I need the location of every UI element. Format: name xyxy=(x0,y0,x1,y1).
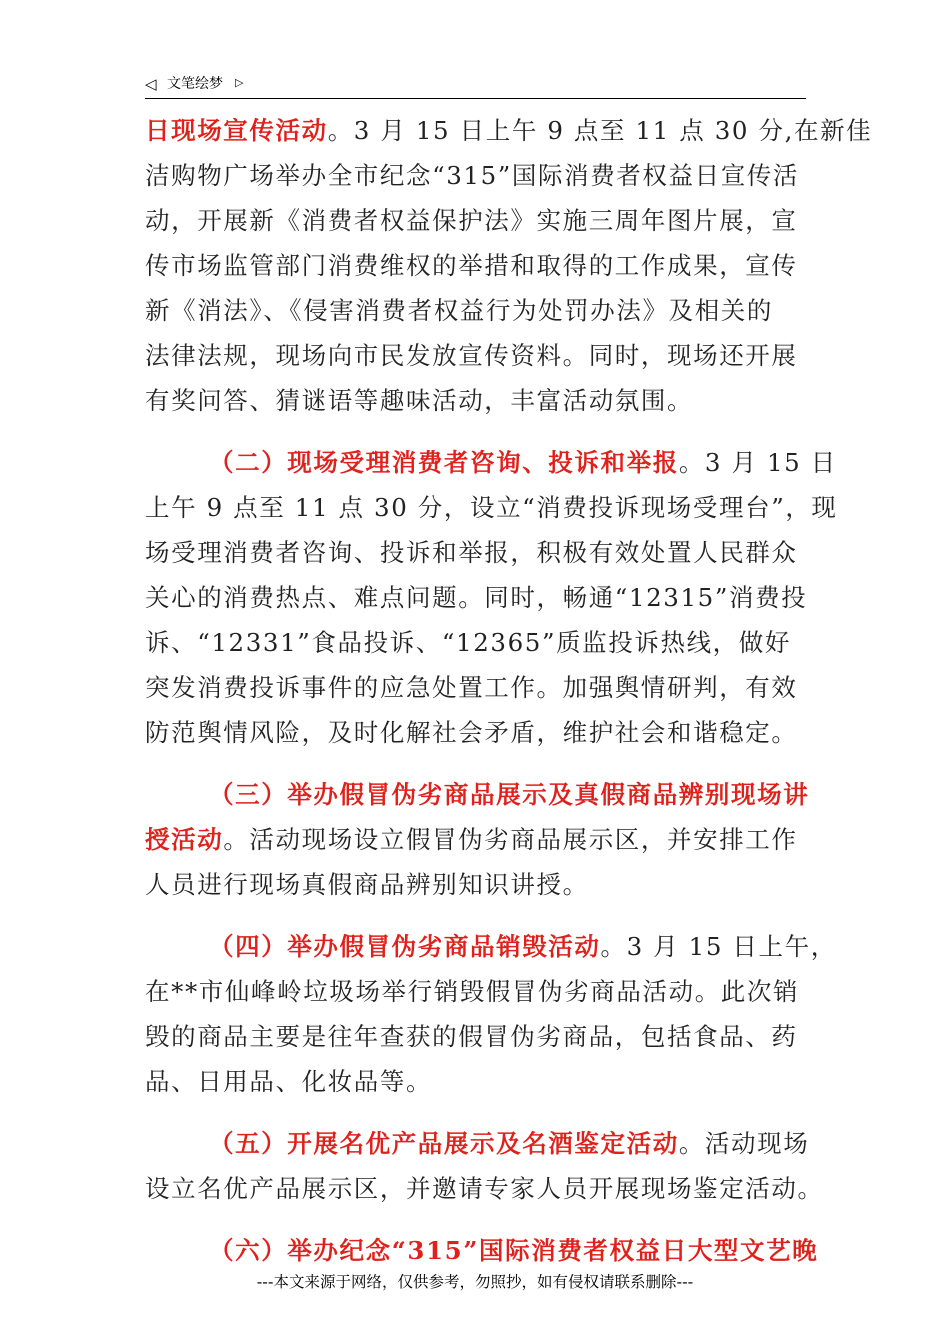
section-heading: 日现场宣传活动 xyxy=(145,116,328,145)
text-line: （二）现场受理消费者咨询、投诉和举报。3 月 15 日 xyxy=(209,448,837,477)
text-line xyxy=(145,772,810,817)
text-line: （四）举办假冒伪劣商品销毁活动。3 月 15 日上午， xyxy=(209,932,837,961)
left-triangle-icon: ◁ xyxy=(145,75,157,93)
section-heading: （二）现场受理消费者咨询、投诉和举报 xyxy=(209,448,679,477)
text-line: 设立名优产品展示区，并邀请专家人员开展现场鉴定活动。 xyxy=(145,1174,824,1203)
disclaimer-footer: ---本文来源于网络，仅供参考，勿照抄，如有侵权请联系删除--- xyxy=(256,1273,694,1291)
text-line: （五）开展名优产品展示及名酒鉴定活动。活动现场 xyxy=(209,1129,810,1158)
text-line: 毁的商品主要是往年查获的假冒伪劣商品，包括食品、药 xyxy=(145,1022,798,1051)
text-line: 法律法规，现场向市民发放宣传资料。同时，现场还开展 xyxy=(145,341,798,370)
text-line: 关心的消费热点、难点问题。同时，畅通“12315”消费投 xyxy=(145,583,808,612)
document-body xyxy=(145,108,873,1273)
text-line: 新《消法》、《侵害消费者权益行为处罚办法》及相关的 xyxy=(145,296,773,325)
paragraph-6 xyxy=(145,1228,819,1273)
text-line: 授活动。活动现场设立假冒伪劣商品展示区，并安排工作 xyxy=(145,825,798,854)
text-line: 防范舆情风险，及时化解社会矛盾，维护社会和谐稳定。 xyxy=(145,718,798,747)
paragraph-1 xyxy=(145,108,873,423)
header-title: 文笔绘梦 xyxy=(167,76,223,92)
text-line: 日现场宣传活动。3 月 15 日上午 9 点至 11 点 30 分,在新佳 xyxy=(145,116,873,145)
text-line: 有奖问答、猜谜语等趣味活动，丰富活动氛围。 xyxy=(145,386,694,415)
text-line xyxy=(145,1228,819,1273)
page-header xyxy=(145,72,806,99)
section-heading: 授活动 xyxy=(145,825,224,854)
text-line: 品、日用品、化妆品等。 xyxy=(145,1067,433,1096)
right-triangle-icon: ▷ xyxy=(235,76,244,89)
paragraph-4 xyxy=(145,924,837,1104)
paragraph-5 xyxy=(145,1121,824,1211)
section-heading: （五）开展名优产品展示及名酒鉴定活动 xyxy=(209,1129,679,1158)
section-heading: （六）举办纪念“315”国际消费者权益日大型文艺晚 xyxy=(209,1236,819,1265)
text-line: 突发消费投诉事件的应急处置工作。加强舆情研判，有效 xyxy=(145,673,798,702)
section-heading: （四）举办假冒伪劣商品销毁活动 xyxy=(209,932,601,961)
section-heading: （三）举办假冒伪劣商品展示及真假商品辨别现场讲 xyxy=(209,780,810,809)
text-line: 诉、“12331”食品投诉、“12365”质监投诉热线，做好 xyxy=(145,628,791,657)
text-line: 上午 9 点至 11 点 30 分，设立“消费投诉现场受理台”，现 xyxy=(145,493,838,522)
paragraph-2 xyxy=(145,440,838,755)
text-line: 场受理消费者咨询、投诉和举报，积极有效处置人民群众 xyxy=(145,538,798,567)
text-line: 人员进行现场真假商品辨别知识讲授。 xyxy=(145,870,589,899)
text-line: 传市场监管部门消费维权的举措和取得的工作成果，宣传 xyxy=(145,251,798,280)
paragraph-3 xyxy=(145,772,810,907)
text-line: 洁购物广场举办全市纪念“315”国际消费者权益日宣传活 xyxy=(145,161,800,190)
text-line: 动，开展新《消费者权益保护法》实施三周年图片展，宣 xyxy=(145,206,798,235)
text-line: 在**市仙峰岭垃圾场举行销毁假冒伪劣商品活动。此次销 xyxy=(145,977,800,1006)
